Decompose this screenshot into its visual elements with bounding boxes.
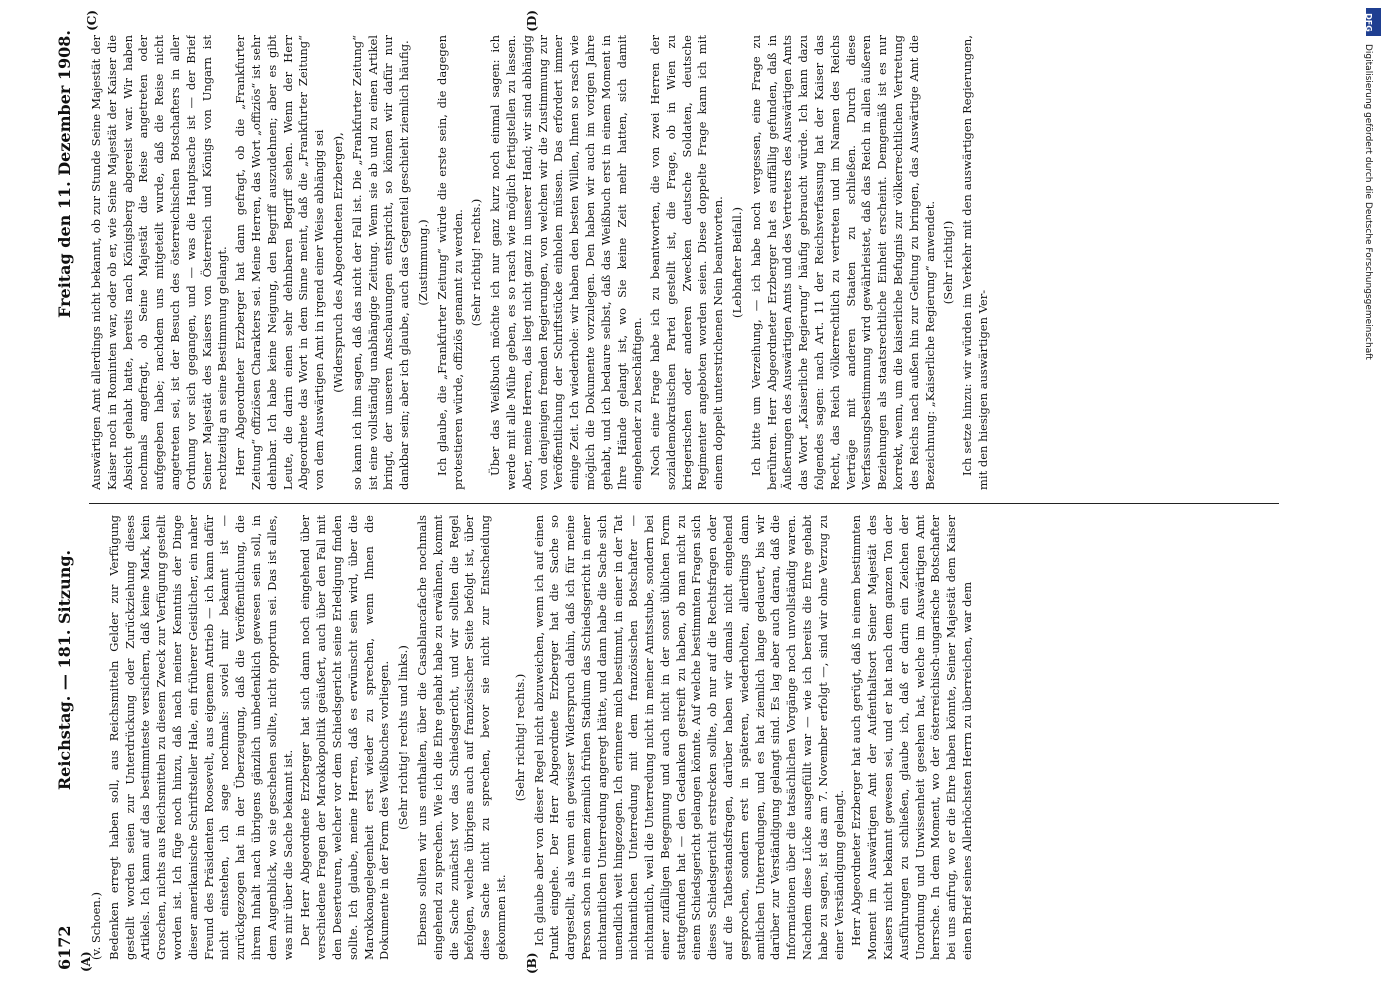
margin-mark-d: (D) xyxy=(525,10,539,32)
interjection: (Sehr richtig!) xyxy=(941,220,956,305)
margin-mark-a: (A) xyxy=(79,951,93,972)
dfg-logo: DFG xyxy=(1366,8,1381,36)
paragraph: Auswärtigen Amt allerdings nicht bekannt, ob zur Stunde Seine Majestät der Kaiser noch in Rominten war, oder ob er, wie Seine Majestät der Kaiser die Absicht gehabt hatte, bereits nach Königsberg abgereist war. Wir haben nochmals angefragt, ob Seine Majestät die Reise angetreten oder aufgegeben habe; nachdem uns mitgeteilt wurde, daß die Reise nicht angetreten sei, ist der Besuch des österreichischen Botschafters in aller Ordnung vor sich gegangen, und — was die Hauptsache ist — der Brief Seiner Majestät des Kaisers von Österreich und Königs von Ungarn ist rechtzeitig an seine Bestimmung gelangt. xyxy=(89,35,230,490)
paragraph: Über das Weißbuch möchte ich nur ganz kurz noch einmal sagen: ich werde mit alle Mühe geben, es so rasch wie möglich fertigstellen zu lassen. Aber, meine Herren, das liegt nicht ganz in unserer Hand; wir sind abhängig von denjenigen fremden Regierungen, von welchen wir die Zustimmung zur Veröffentlichung der Schriftstücke einholen müssen. Das erfordert immer einige Zeit. Ich wiederhole: wir haben den besten Willen, Ihnen so rasch wie möglich die Dokumente vorzulegen. Den haben wir auch im vorigen Jahre gehabt, und ich bedaure selbst, daß das Weißbuch erst in einem Moment in Ihre Hände gelangt ist, wo Sie keine Zeit mehr hatten, sich damit eingehender zu beschäftigen. xyxy=(488,35,645,490)
paragraph: Ebenso sollten wir uns enthalten, über die Casablancafache nochmals eingehend zu sprechen. Wie ich die Ehre gehabt habe zu erwähnen, kommt die Sache zunächst vor das Schiedsgericht, und wir sollten die Regel befolgen, welche übrigens auch auf französischer Seite befolgt ist, über diese Sache nicht zu sprechen, bevor sie nicht zur Entscheidung gekommen ist. xyxy=(414,515,508,960)
page-header xyxy=(55,30,79,970)
margin-mark-b: (B) xyxy=(525,952,539,974)
document-sheet xyxy=(55,10,1295,974)
right-column xyxy=(89,35,1279,490)
paragraph: Ich glaube, die „Frankfurter Zeitung“ würde die erste sein, die dagegen protestieren würde, offiziös genannt zu werden. xyxy=(434,35,465,490)
paragraph: Herr Abgeordneter Erzberger hat dann gefragt, ob die „Frankfurter Zeitung“ offiziösen Charakters sei. Meine Herren, das Wort „offiziös“ ist sehr dehnbar. Ich habe keine Neigung, den Begriff auszudehnen; aber es gibt Leute, die darin einen sehr dehnbaren Begriff sehen. Wenn der Herr Abgeordnete das Wort in dem Sinne meint, daß die „Frankfurter Zeitung“ von dem Auswärtigen Amt in irgend einer Weise abhängig sei xyxy=(233,35,327,490)
interjection: (Sehr richtig! rechts.) xyxy=(512,673,527,802)
paragraph: Der Herr Abgeordnete Erzberger hat sich dann noch eingehend über verschiedene Fragen der Marokkopolitik geäußert, auch über den Fall mit den Deserteuren, welcher vor dem Schiedsgericht seine Erledigung finden sollte. Ich glaube, meine Herren, daß es erwünscht sein wird, über die Marokkoangelegenheit erst wieder zu sprechen, wenn Ihnen die Dokumente in der Form des Weißbuches vorliegen. xyxy=(298,515,392,960)
paragraph: Bedenken erregt haben soll, aus Reichsmitteln Gelder zur Verfügung gestellt worden seien zur Unterdrückung oder Zurückziehung dieses Artikels. Ich kann auf das bestimmteste versichern, daß keine Mark, kein Groschen, nichts aus Reichsmitteln zu diesem Zweck zur Verfügung gestellt worden ist. Ich füge noch hinzu, daß nach meiner Kenntnis der Dinge dieser amerikanische Schriftsteller Hale, ein früherer Geistlicher, ein naher Freund des Präsidenten Roosevelt, aus eigenem Antrieb — ich kann dafür nicht einstehen, ich sage nochmals: soviel mir bekannt ist — zurückgezogen hat in der Überzeugung, daß die Veröffentlichung, die ihrem Inhalt nach übrigens gänzlich unbedenklich gewesen sein soll, in dem Augenblick, wo sie geschehen sollte, nicht opportun sei. Das ist alles, was mir über die Sache bekannt ist. xyxy=(106,515,295,960)
paragraph: Herr Abgeordneter Erzberger hat auch gerügt, daß in einem bestimmten Moment im Auswärtigen Amt der Aufenthaltsort Seiner Majestät des Kaisers nicht bekannt gewesen sei, und er hat nach dem ganzen Ton der Ausführungen zu schließen, glaube ich, daß er darin ein Zeichen der Unordnung und Unwissenheit gesehen hat, welche im Auswärtigen Amt herrsche. In dem Moment, wo der österreichisch-ungarische Botschafter bei uns anfrug, wo er die Ehre haben könnte, Seiner Majestät dem Kaiser einen Brief seines Allerhöchsten Herrn zu überreichen, war dem xyxy=(849,515,975,960)
interjection: (Sehr richtig! rechts und links.) xyxy=(396,645,411,830)
margin-mark-c: (C) xyxy=(85,10,99,31)
session-title: Reichstag. — 181. Sitzung. xyxy=(55,549,74,791)
interjection: (Sehr richtig! rechts.) xyxy=(469,198,484,327)
page-number: 6172 xyxy=(55,925,74,970)
paragraph: Ich bitte um Verzeihung, — ich habe noch vergessen, eine Frage zu berühren. Herr Abgeordneter Erzberger hat es auffällig gefunden, daß in Äußerungen des Auswärtigen Amts und des Vertreters des Auswärtigen Amts das Wort „Kaiserliche Regierung“ häufig gebraucht würde. Ich kann dazu folgendes sagen: nach Art. 11 der Reichsverfassung hat der Kaiser das Recht, das Reich völkerrechtlich zu vertreten und im Namen des Reichs Verträge mit anderen Staaten zu schließen. Durch diese Verfassungsbestimmung wird gewährleistet, daß das Reich in allen äußeren Beziehungen als staatsrechtliche Einheit erscheint. Demgemäß ist es nur korrekt, wenn, um die kaiserliche Befugnis zur völkerrechtlichen Vertretung des Reichs nach außen hin zur Geltung zu bringen, das Auswärtige Amt die Bezeichnung: „Kaiserliche Regierung“ anwendet. xyxy=(748,35,937,490)
credit-text: Digitalisierung gefördert durch die Deutsche Forschungsgemeinschaft xyxy=(1363,44,1373,360)
speaker-tag: (v. Schoen.) xyxy=(89,892,103,960)
paragraph: Ich glaube aber von dieser Regel nicht abzuweichen, wenn ich auf einen Punkt eingehe. Der Herr Abgeordnete Erzberger hat die Sache so dargestellt, als wenn ein gewisser Widerspruch dahin, daß ich für meine Person schon in einem ziemlich frühen Stadium das Schiedsgericht in einer nichtamtlichen Unterredung angeregt hätte, und dann habe die Sache sich unendlich weit hingezogen. Ich erinnere mich bestimmt, in einer in der Tat nichtamtlichen Unterredung mit dem französischen Botschafter — nichtamtlich, weil die Unterredung nicht in meiner Amtsstube, sondern bei einer zufälligen Begegnung und auch nicht in der sonst üblichen Form stattgefunden hat — den Gedanken gestreift zu haben, ob man nicht zu einem Schiedsgericht gelangen könnte. Auf welche bestimmten Fragen sich dieses Schiedsgericht erstrecken sollte, ob nur auf die Rechtsfragen oder auf die Tatbestandsfragen, darüber haben wir damals nicht eingehend gesprochen, sondern erst in späteren, wiederholten, allerdings dann amtlichen Unterredungen, und es hat ziemlich lange gedauert, bis wir darüber zur Verständigung gelangt sind. Es lag aber auch daran, daß die Informationen über die tatsächlichen Vorgänge noch unvollständig waren. Nachdem diese Lücke ausgefüllt war — wie ich bereits die Ehre gehabt habe zu sagen, ist das am 7. November erfolgt —, sind wir ohne Verzug zu einer Verständigung gelangt. xyxy=(531,515,846,960)
interjection: (Lebhafter Beifall.) xyxy=(730,207,745,318)
left-column xyxy=(89,515,1279,960)
session-date: Freitag den 11. Dezember 1908. xyxy=(55,30,74,318)
interjection: (Widerspruch des Abgeordneten Erzberger), xyxy=(330,132,345,393)
paragraph: Noch eine Frage habe ich zu beantworten, die von zwei Herren der sozialdemokratischen Partei gestellt ist, die Frage, ob in Wien zu kriegerischen oder anderen Zwecken deutsche Soldaten, deutsche Regimenter angeboten worden seien. Diese doppelte Frage kann ich mit einem doppelt unterstrichenen Nein beantworten. xyxy=(648,35,726,490)
column-divider xyxy=(89,503,1279,504)
paragraph: Ich setze hinzu: wir würden im Verkehr mit den auswärtigen Regierungen, mit den hiesigen auswärtigen Ver- xyxy=(960,35,991,490)
paragraph: so kann ich ihm sagen, daß das nicht der Fall ist. Die „Frankfurter Zeitung“ ist eine vollständig unabhängige Zeitung. Wenn sie ab und zu einen Artikel bringt, der unseren Anschauungen entspricht, so können wir dafür nur dankbar sein; aber ich glaube, auch das Gegenteil geschieht ziemlich häufig. xyxy=(349,35,412,490)
digitization-credit xyxy=(1363,8,1382,998)
interjection: (Zustimmung.) xyxy=(415,219,430,306)
